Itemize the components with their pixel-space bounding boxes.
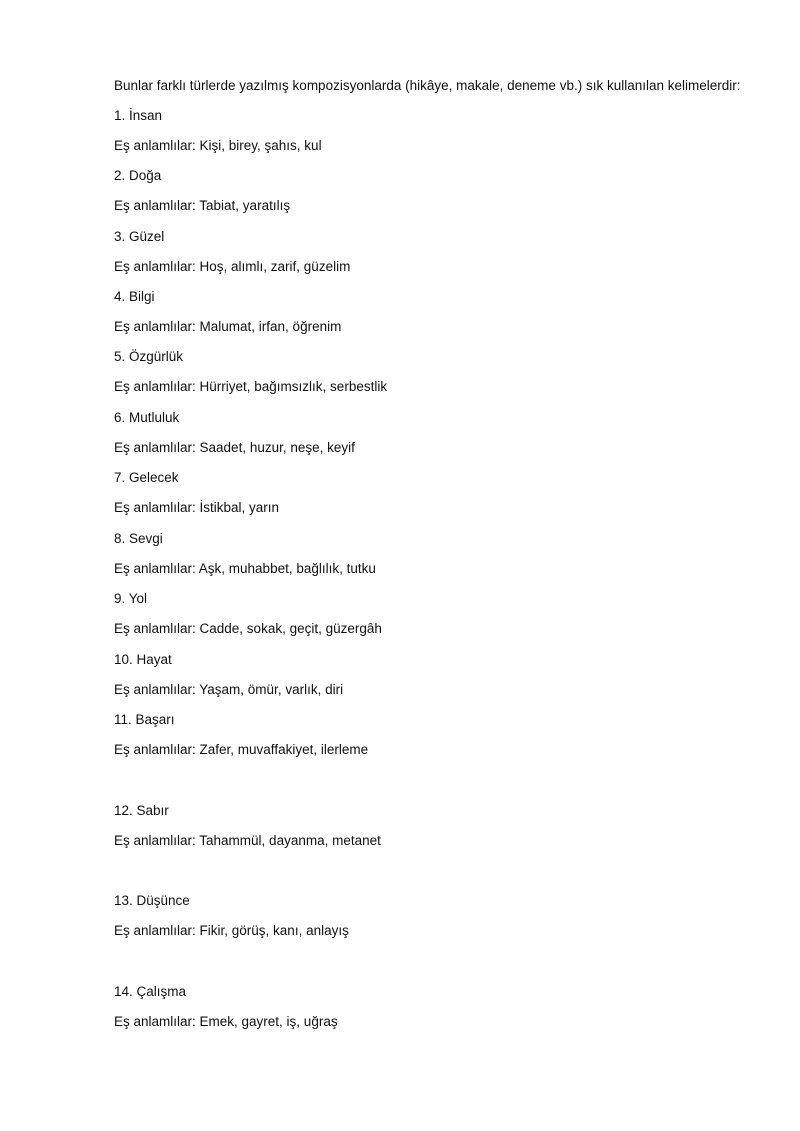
entry-word: 1. İnsan [114,108,163,123]
entry-word: 14. Çalışma [114,984,187,999]
entry-synonyms: Eş anlamlılar: Tabiat, yaratılış [114,198,291,213]
entry-word: 10. Hayat [114,652,172,667]
entry-synonyms: Eş anlamlılar: Malumat, irfan, öğrenim [114,319,342,334]
entry-word: 7. Gelecek [114,470,179,485]
entry-synonyms: Eş anlamlılar: Fikir, görüş, kanı, anlayış [114,923,349,938]
entry-word: 6. Mutluluk [114,410,180,425]
entry-word: 9. Yol [114,591,148,606]
entry-synonyms: Eş anlamlılar: Aşk, muhabbet, bağlılık, tutku [114,561,376,576]
entry-synonyms: Eş anlamlılar: Cadde, sokak, geçit, güzergâh [114,621,382,636]
entry-word: 8. Sevgi [114,531,163,546]
entry-synonyms: Eş anlamlılar: Zafer, muvaffakiyet, ilerleme [114,742,369,757]
entry-word: 2. Doğa [114,168,162,183]
entry-synonyms: Eş anlamlılar: Saadet, huzur, neşe, keyif [114,440,355,455]
entry-synonyms: Eş anlamlılar: Yaşam, ömür, varlık, diri [114,682,344,697]
entry-word: 3. Güzel [114,229,165,244]
entry-word: 12. Sabır [114,803,169,818]
entry-synonyms: Eş anlamlılar: Hoş, alımlı, zarif, güzelim [114,259,351,274]
entry-synonyms: Eş anlamlılar: Kişi, birey, şahıs, kul [114,138,322,153]
entry-synonyms: Eş anlamlılar: Emek, gayret, iş, uğraş [114,1014,338,1029]
entry-synonyms: Eş anlamlılar: Tahammül, dayanma, metanet [114,833,381,848]
intro-paragraph: Bunlar farklı türlerde yazılmış kompozisyonlarda (hikâye, makale, deneme vb.) sık kullanılan kelimelerdir: [114,78,741,93]
entry-synonyms: Eş anlamlılar: Hürriyet, bağımsızlık, serbestlik [114,379,388,394]
entry-word: 13. Düşünce [114,893,190,908]
entry-synonyms: Eş anlamlılar: İstikbal, yarın [114,500,280,515]
entry-word: 11. Başarı [114,712,175,727]
entry-word: 4. Bilgi [114,289,155,304]
entry-word: 5. Özgürlük [114,349,184,364]
